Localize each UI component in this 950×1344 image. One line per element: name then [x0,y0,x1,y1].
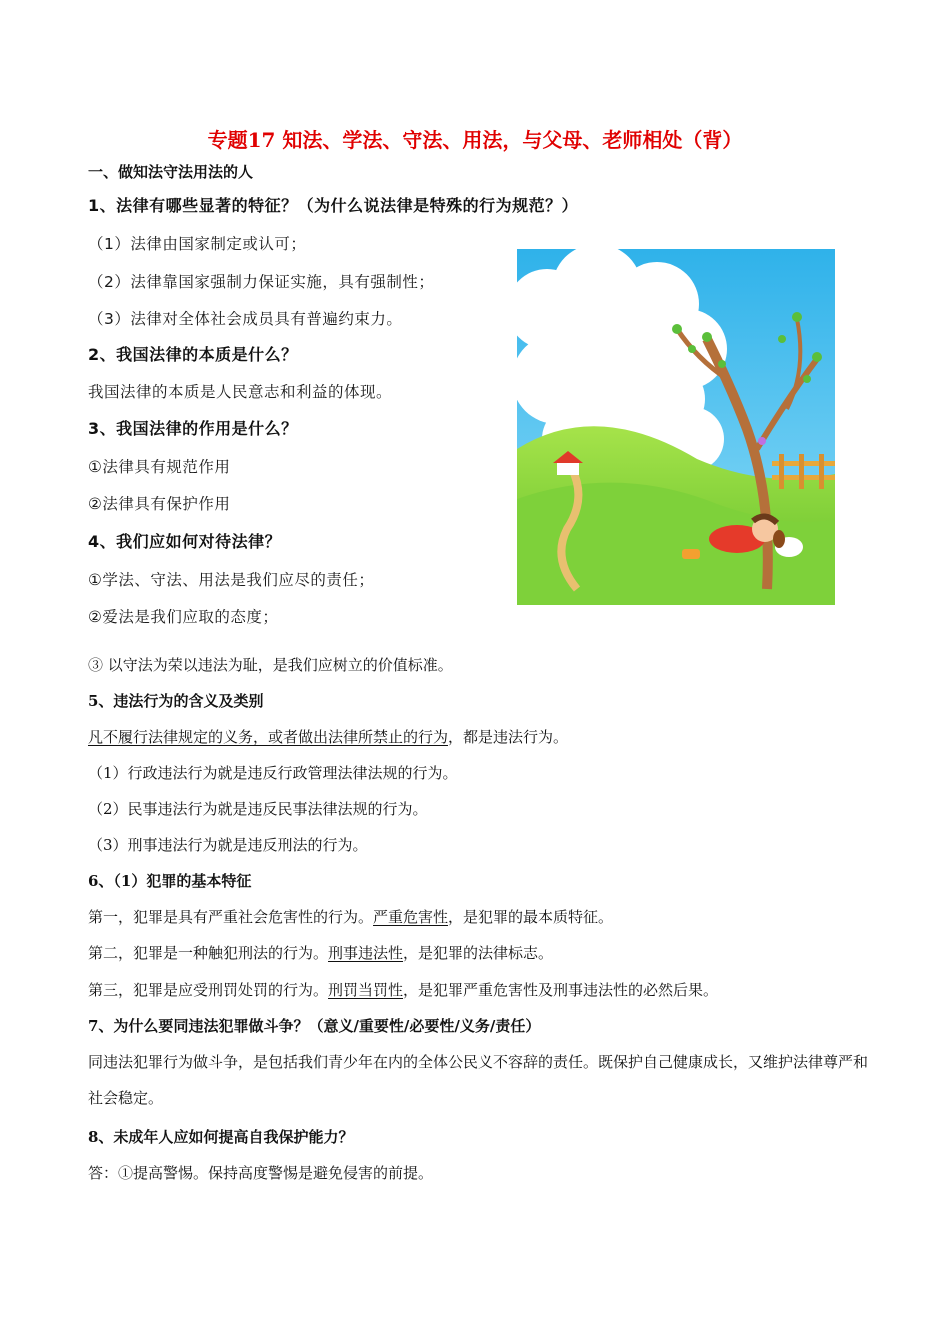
q4-item-3: ③ 以守法为荣以违法为耻，是我们应树立的价值标准。 [88,656,453,674]
q5-definition-rest: ，都是违法行为。 [448,728,569,746]
q6-item-2 [88,943,553,963]
q6-item-3-key: 刑罚当罚性 [328,981,404,999]
page-title: 专题17 知法、学法、守法、用法，与父母、老师相处（背） [207,128,743,152]
question-3-heading: 3、我国法律的作用是什么？ [88,419,298,438]
q4-item-2: ②爱法是我们应取的态度； [88,608,279,626]
question-1-heading: 1、法律有哪些显著的特征？（为什么说法律是特殊的行为规范？） [88,196,579,215]
question-4-heading: 4、我们应如何对待法律？ [88,532,282,551]
question-6-heading: 6、（1）犯罪的基本特征 [88,872,252,890]
q1-item-2: （2）法律靠国家强制力保证实施，具有强制性； [88,273,435,291]
section-heading: 一、做知法守法用法的人 [88,163,254,181]
q6-item-2-text: 第二，犯罪是一种触犯刑法的行为。 [88,944,329,962]
question-2-heading: 2、我国法律的本质是什么？ [88,345,298,364]
q5-definition-underlined: 凡不履行法律规定的义务，或者做出法律所禁止的行为 [88,728,449,746]
q6-item-2-rest: ，是犯罪的法律标志。 [403,944,554,962]
q6-item-1 [88,907,613,927]
q5-item-1: （1）行政违法行为就是违反行政管理法律法规的行为。 [88,764,458,782]
question-8-heading: 8、未成年人应如何提高自我保护能力？ [88,1128,354,1146]
q6-item-3-text: 第三，犯罪是应受刑罚处罚的行为。 [88,981,329,999]
q1-item-1: （1）法律由国家制定或认可； [88,235,307,253]
q1-item-3: （3）法律对全体社会成员具有普遍约束力。 [88,310,403,328]
q6-item-3-rest: ，是犯罪严重危害性及刑事违法性的必然后果。 [403,981,719,999]
q7-answer: 同违法犯罪行为做斗争，是包括我们青少年在内的全体公民义不容辞的责任。既保护自己健康成长，又维护法律尊严和社会稳定。 [88,1053,869,1107]
q5-definition [88,727,568,747]
q3-item-1: ①法律具有规范作用 [88,458,231,476]
butterfly-icon [758,437,766,445]
q6-item-3 [88,980,718,1000]
q6-item-1-rest: ，是犯罪的最本质特征。 [448,908,614,926]
q8-answer: 答：①提高警惕。保持高度警惕是避免侵害的前提。 [88,1164,434,1182]
question-5-heading: 5、违法行为的含义及类别 [88,692,264,710]
q5-item-2: （2）民事违法行为就是违反民事法律法规的行为。 [88,800,428,818]
q6-item-1-text: 第一，犯罪是具有严重社会危害性的行为。 [88,908,374,926]
q2-answer: 我国法律的本质是人民意志和利益的体现。 [88,383,393,401]
q5-item-3: （3）刑事违法行为就是违反刑法的行为。 [88,836,368,854]
cartoon-landscape-illustration [517,249,835,605]
question-7-heading: 7、为什么要同违法犯罪做斗争？（意义/重要性/必要性/义务/责任） [88,1017,541,1035]
q6-item-1-key: 严重危害性 [373,908,449,926]
q4-item-1: ①学法、守法、用法是我们应尽的责任； [88,571,375,589]
q6-item-2-key: 刑事违法性 [328,944,404,962]
q3-item-2: ②法律具有保护作用 [88,495,231,513]
basket-icon [682,549,700,559]
